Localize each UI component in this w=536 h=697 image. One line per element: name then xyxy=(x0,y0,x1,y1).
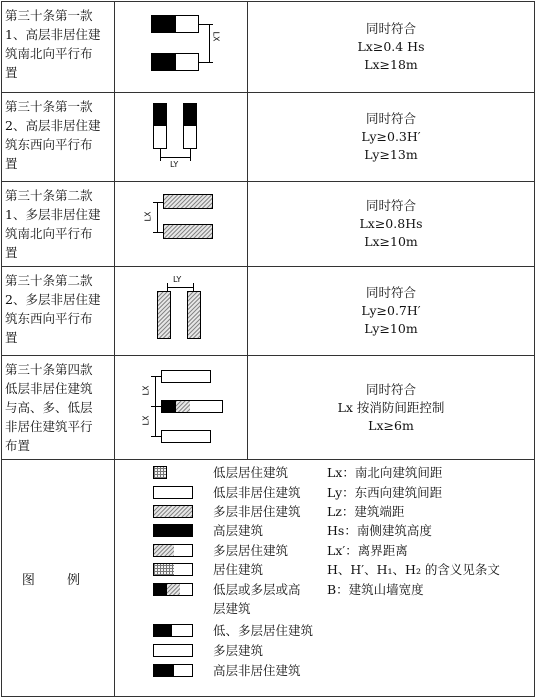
legend-definition: Hs：南侧建筑高度 xyxy=(327,523,432,538)
legend-type-label: 低、多层居住建筑 xyxy=(213,623,314,638)
clause-line: 第三十条第一款 xyxy=(5,99,93,114)
requirement-cell xyxy=(248,2,535,93)
building-right xyxy=(187,291,201,339)
legend-type-label: 层建筑 xyxy=(213,601,251,616)
clause-line: 1、多层非居住建 xyxy=(5,207,101,222)
clause-line: 2、多层非居住建 xyxy=(5,292,101,307)
clause-line: 2、高层非居住建 xyxy=(5,118,101,133)
swatch-low-multi-residential xyxy=(153,624,193,637)
clause-line: 置 xyxy=(5,330,18,345)
clause-line: 第三十条第四款 xyxy=(5,362,93,377)
dimension-line xyxy=(167,287,193,288)
legend-definition: Lz：建筑端距 xyxy=(327,504,405,519)
clause-line: 1、高层非居住建 xyxy=(5,27,101,42)
requirement-line: Ly≥10m xyxy=(364,321,418,336)
legend-type-label: 低层或多层或高 xyxy=(213,582,301,597)
diagram-cell xyxy=(115,2,248,93)
dimension-line-top xyxy=(155,376,156,406)
requirement-line: Lx≥6m xyxy=(368,417,414,433)
building-top xyxy=(163,194,213,209)
dimension-tick xyxy=(151,436,161,437)
requirement-line: Ly≥0.3H′ xyxy=(361,129,421,144)
clause-cell xyxy=(2,267,115,356)
clause-line: 置 xyxy=(5,156,18,171)
requirement-cell xyxy=(248,267,535,356)
clause-cell xyxy=(2,182,115,267)
spacing-spec-table xyxy=(1,1,535,697)
diagram-cell xyxy=(115,356,248,460)
clause-line: 布置 xyxy=(5,438,31,453)
legend-type-label: 多层建筑 xyxy=(213,643,264,658)
requirement-line: Lx≥0.8Hs xyxy=(359,216,423,231)
clause-cell xyxy=(2,2,115,93)
building-top xyxy=(161,370,211,383)
legend-type-label: 高层非居住建筑 xyxy=(213,663,301,678)
dimension-label: LX xyxy=(141,415,151,425)
swatch-high-rise-non-residential xyxy=(153,664,193,677)
clause-line: 筑东西向平行布 xyxy=(5,137,93,152)
clause-line: 与高、多、低层 xyxy=(5,400,93,415)
swatch-fill xyxy=(154,625,172,636)
requirement-line: Ly≥0.7H′ xyxy=(361,303,421,318)
swatch-high-rise xyxy=(153,524,193,537)
legend-definition: Lx：南北向建筑间距 xyxy=(327,465,443,480)
diagram-low-rise-with-others xyxy=(115,360,247,456)
high-fill xyxy=(162,401,176,412)
dimension-line xyxy=(157,202,158,232)
swatch-fill xyxy=(167,584,180,595)
requirement-line: Lx 按消防间距控制 xyxy=(337,399,445,415)
legend-definition: H、H′、H₁、H₂ 的含义见条文 xyxy=(327,562,500,577)
building-right xyxy=(183,103,197,149)
clause-line: 第三十条第二款 xyxy=(5,188,93,203)
requirement-cell xyxy=(248,356,535,460)
requirement-line: Lx≥18m xyxy=(364,57,418,72)
legend-label-cell xyxy=(2,460,115,697)
clause-line: 筑南北向平行布 xyxy=(5,46,93,61)
building-bottom xyxy=(151,53,199,71)
building-bottom xyxy=(161,430,211,443)
legend-type-label: 多层非居住建筑 xyxy=(213,504,301,519)
legend-row xyxy=(2,460,535,697)
clause-line: 置 xyxy=(5,65,18,80)
swatch-multi-storey-non-residential xyxy=(153,505,193,518)
diagram-multi-storey-north-south xyxy=(115,182,247,266)
clause-cell xyxy=(2,356,115,460)
dimension-label: LX xyxy=(211,31,221,42)
diagram-cell xyxy=(115,182,248,267)
swatch-multi-storey xyxy=(153,644,193,657)
dimension-tick xyxy=(167,283,168,291)
high-rise-fill xyxy=(184,104,196,126)
requirement-cell xyxy=(248,182,535,267)
table-row xyxy=(2,267,535,356)
legend-cell xyxy=(115,460,535,697)
dimension-label: LX xyxy=(143,211,153,222)
clause-line: 低层非居住建筑 xyxy=(5,381,93,396)
dimension-tick xyxy=(151,406,161,407)
requirement-cell xyxy=(248,93,535,182)
dimension-label: LX xyxy=(141,385,151,395)
requirement-line: Lx≥0.4 Hs xyxy=(357,39,425,54)
swatch-residential xyxy=(153,563,193,576)
multi-fill xyxy=(176,401,190,412)
requirement-line: Lx≥10m xyxy=(364,234,418,249)
dimension-tick xyxy=(153,232,163,233)
legend-definition: Lx′：离界距离 xyxy=(327,543,408,558)
requirement-line: 同时符合 xyxy=(365,111,416,126)
swatch-low-rise-non-residential xyxy=(153,486,193,499)
dimension-tick xyxy=(193,283,194,291)
requirement-line: 同时符合 xyxy=(365,381,416,397)
building-left xyxy=(157,291,171,339)
high-rise-fill xyxy=(152,54,176,70)
diagram-high-rise-east-west xyxy=(115,93,247,181)
diagram-multi-storey-east-west xyxy=(115,267,247,355)
clause-line: 筑南北向平行布 xyxy=(5,226,93,241)
clause-line: 筑东西向平行布 xyxy=(5,311,93,326)
requirement-line: Ly≥13m xyxy=(364,147,418,162)
requirement-line: 同时符合 xyxy=(365,198,416,213)
legend-type-label: 低层居住建筑 xyxy=(213,465,289,480)
dimension-tick xyxy=(199,62,213,63)
clause-line: 非居住建筑平行 xyxy=(5,419,93,434)
clause-cell xyxy=(2,93,115,182)
clause-line: 置 xyxy=(5,245,18,260)
dimension-line xyxy=(209,24,210,62)
legend-type-label: 低层非居住建筑 xyxy=(213,485,301,500)
legend xyxy=(115,460,534,696)
building-bottom xyxy=(163,224,213,239)
dimension-label: LY xyxy=(173,275,182,284)
clause-line: 第三十条第一款 xyxy=(5,8,93,23)
diagram-cell xyxy=(115,93,248,182)
building-middle xyxy=(161,400,223,413)
table-row xyxy=(2,2,535,93)
requirement-line: 同时符合 xyxy=(365,21,416,36)
swatch-fill xyxy=(154,584,167,595)
dimension-label: LY xyxy=(170,160,179,169)
diagram-cell xyxy=(115,267,248,356)
requirement-line: 同时符合 xyxy=(365,285,416,300)
legend-type-label: 居住建筑 xyxy=(213,562,264,577)
building-left xyxy=(153,103,167,149)
dimension-tick xyxy=(153,202,163,203)
swatch-multi-storey-residential xyxy=(153,544,193,557)
dimension-tick xyxy=(199,24,213,25)
high-rise-fill xyxy=(154,104,166,126)
swatch-low-rise-residential xyxy=(153,466,167,479)
clause-line: 第三十条第二款 xyxy=(5,273,93,288)
diagram-high-rise-north-south xyxy=(115,2,247,92)
dimension-line xyxy=(160,157,190,158)
legend-type-label: 高层建筑 xyxy=(213,523,264,538)
dimension-tick xyxy=(151,376,161,377)
table-row xyxy=(2,356,535,460)
legend-title: 图 例 xyxy=(21,572,95,588)
swatch-fill xyxy=(154,665,174,676)
dimension-line-bottom xyxy=(155,406,156,436)
high-rise-fill xyxy=(152,16,176,32)
swatch-fill xyxy=(154,564,174,575)
swatch-low-multi-high-rise xyxy=(153,583,193,596)
dimension-tick xyxy=(160,149,161,161)
building-top xyxy=(151,15,199,33)
table-row xyxy=(2,182,535,267)
dimension-tick xyxy=(190,149,191,161)
legend-definition: Ly：东西向建筑间距 xyxy=(327,485,443,500)
legend-definition: B：建筑山墙宽度 xyxy=(327,582,424,597)
swatch-fill xyxy=(154,545,174,556)
table-row xyxy=(2,93,535,182)
legend-type-label: 多层居住建筑 xyxy=(213,543,289,558)
